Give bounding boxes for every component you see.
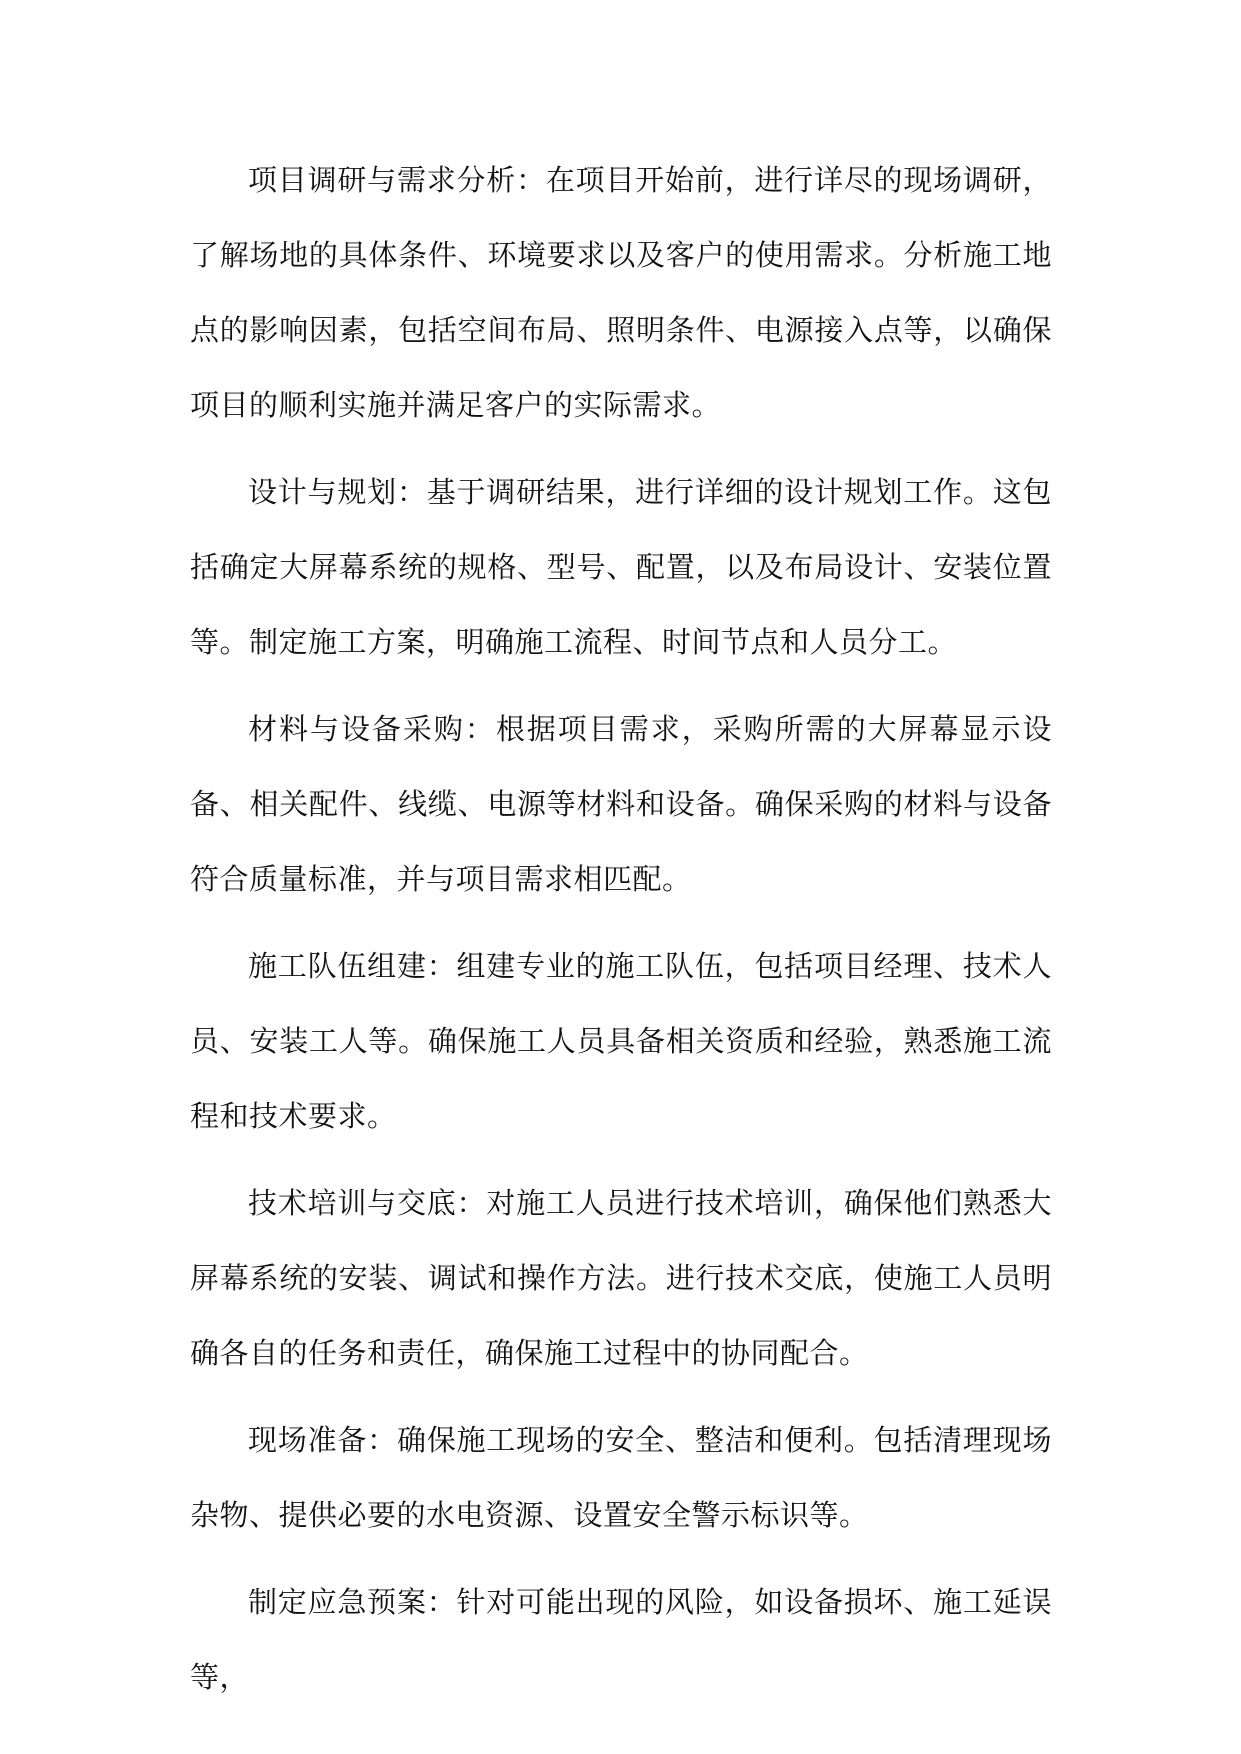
paragraph-project-research: 项目调研与需求分析：在项目开始前，进行详尽的现场调研，了解场地的具体条件、环境要求以及客户的使用需求。分析施工地点的影响因素，包括空间布局、照明条件、电源接入点等，以确保项目的顺利实施并满足客户的实际需求。 (190, 163, 1052, 422)
paragraph-procurement: 材料与设备采购：根据项目需求，采购所需的大屏幕显示设备、相关配件、线缆、电源等材料和设备。确保采购的材料与设备符合质量标准，并与项目需求相匹配。 (190, 712, 1052, 896)
document-body (190, 143, 1052, 1727)
paragraph-training: 技术培训与交底：对施工人员进行技术培训，确保他们熟悉大屏幕系统的安装、调试和操作方法。进行技术交底，使施工人员明确各自的任务和责任，确保施工过程中的协同配合。 (190, 1186, 1052, 1370)
paragraph-emergency-plan: 制定应急预案：针对可能出现的风险，如设备损坏、施工延误等， (190, 1585, 1052, 1694)
paragraph-site-preparation: 现场准备：确保施工现场的安全、整洁和便利。包括清理现场杂物、提供必要的水电资源、设置安全警示标识等。 (190, 1423, 1052, 1532)
paragraph-design-planning: 设计与规划：基于调研结果，进行详细的设计规划工作。这包括确定大屏幕系统的规格、型号、配置，以及布局设计、安装位置等。制定施工方案，明确施工流程、时间节点和人员分工。 (190, 475, 1052, 659)
paragraph-team-building: 施工队伍组建：组建专业的施工队伍，包括项目经理、技术人员、安装工人等。确保施工人员具备相关资质和经验，熟悉施工流程和技术要求。 (190, 949, 1052, 1133)
